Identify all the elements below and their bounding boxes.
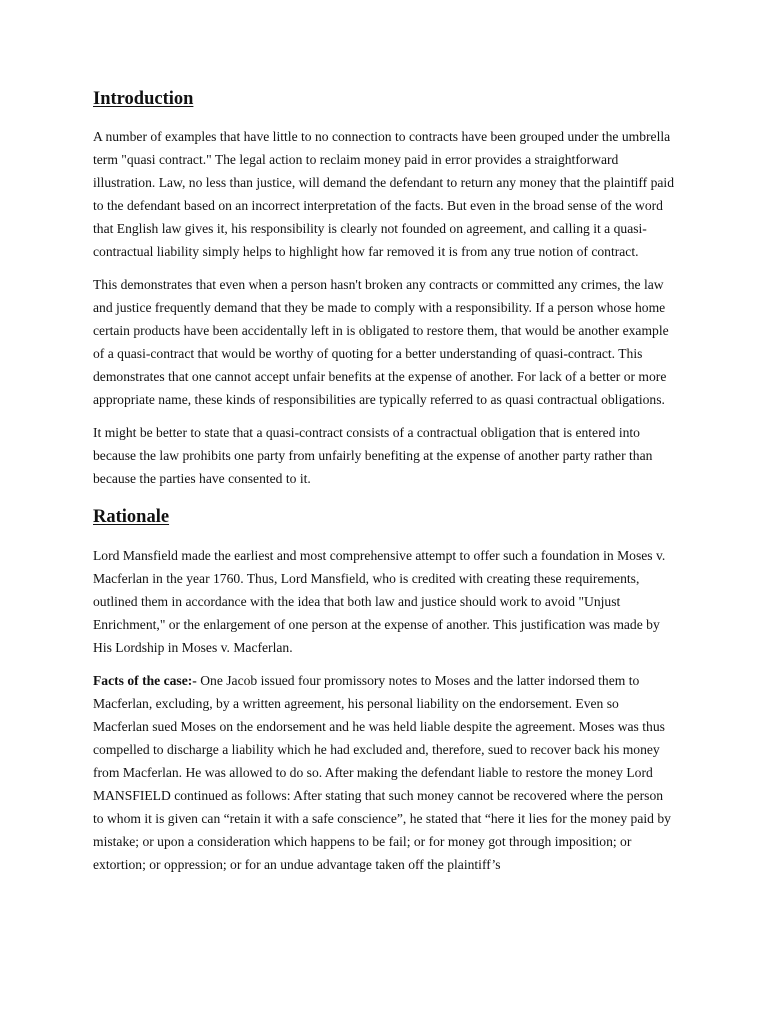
document-page [93, 86, 675, 886]
facts-label: Facts of the case:- [93, 673, 197, 688]
facts-text: One Jacob issued four promissory notes to Moses and the latter indorsed them to Macferlan, excluding, by a written agreement, his personal liability on the endorsement. Even so Macferlan sued Moses on the endorsement and he was held liable despite the agreement. Moses was thus compelled to discharge a liability which he had excluded and, therefore, sued to recover back his money from Macferlan. He was allowed to do so. After making the defendant liable to restore the money Lord MANSFIELD continued as follows: After stating that such money cannot be recovered where the person to whom it is given can “retain it with a safe conscience”, he stated that “here it lies for the money paid by mistake; or upon a consideration which happens to be fail; or for money got through imposition; or extortion; or oppression; or for an undue advantage taken off the plaintiff’s [93, 673, 671, 872]
heading-rationale: Rationale [93, 507, 170, 527]
paragraph-facts [93, 669, 675, 876]
heading-introduction: Introduction [93, 89, 194, 109]
paragraph-intro-2: This demonstrates that even when a person hasn't broken any contracts or committed any crimes, the law and justice frequently demand that they be made to comply with a responsibility. If a person whose home certain products have been accidentally left in is obligated to restore them, that would be another example of a quasi-contract that would be worthy of quoting for a better understanding of quasi-contract. This demonstrates that one cannot accept unfair benefits at the expense of another. For lack of a better or more appropriate name, these kinds of responsibilities are typically referred to as quasi contractual obligations. [93, 277, 669, 407]
paragraph-intro-3: It might be better to state that a quasi-contract consists of a contractual obligation that is entered into because the law prohibits one party from unfairly benefiting at the expense of another party rather than because the parties have consented to it. [93, 425, 653, 486]
paragraph-rationale-1: Lord Mansfield made the earliest and most comprehensive attempt to offer such a foundation in Moses v. Macferlan in the year 1760. Thus, Lord Mansfield, who is credited with creating these requirements, outlined them in accordance with the idea that both law and justice should work to avoid "Unjust Enrichment," or the enlargement of one person at the expense of another. This justification was made by His Lordship in Moses v. Macferlan. [93, 548, 666, 655]
paragraph-intro-1: A number of examples that have little to no connection to contracts have been grouped under the umbrella term "quasi contract." The legal action to reclaim money paid in error provides a straightforward illustration. Law, no less than justice, will demand the defendant to return any money that the plaintiff paid to the defendant based on an incorrect interpretation of the facts. But even in the broad sense of the word that English law gives it, his responsibility is clearly not founded on agreement, and calling it a quasi-contractual liability simply helps to highlight how far removed it is from any true notion of contract. [93, 129, 674, 259]
